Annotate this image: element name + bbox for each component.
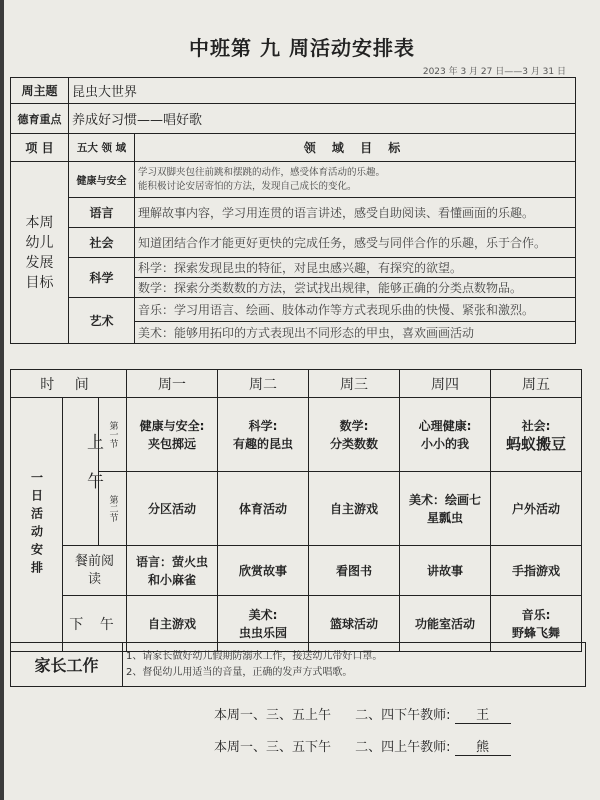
session2-label: 第二节: [107, 495, 118, 522]
domain-name: 科学: [69, 258, 135, 298]
domain-goals-label: 领 域 目 标: [135, 134, 576, 162]
activity-subject: 美术:: [248, 607, 278, 622]
activity-cell: 手指游戏: [490, 546, 581, 596]
theme-label: 周主题: [11, 78, 69, 104]
activity-subject: 自主游戏: [148, 616, 197, 631]
activity-cell: 分区活动: [127, 472, 218, 546]
time-label: 时 间: [11, 370, 127, 398]
activity-topic: 虫虫乐园: [239, 625, 288, 640]
teacher-line: [214, 736, 511, 756]
parent-note: 2、督促幼儿用适当的音量，正确的发声方式唱歌。: [126, 666, 353, 678]
activity-cell: 讲故事: [399, 546, 490, 596]
activity-subject: 功能室活动: [414, 616, 475, 631]
activity-cell: 美术：绘画七星瓢虫: [399, 472, 490, 546]
dev-goals-label: 本周幼儿发展目标: [11, 162, 69, 344]
domain-goal: 美术：能够用拓印的方式表现出不同形态的甲虫，喜欢画画活动: [135, 322, 576, 344]
activity-cell: [218, 398, 309, 472]
activity-topic: 有趣的昆虫: [233, 436, 294, 451]
activity-cell: [399, 398, 490, 472]
date-range: 2023 年 3 月 27 日——3 月 31 日: [422, 67, 566, 77]
activity-cell: 体育活动: [218, 472, 309, 546]
teacher-schedule-2: 二、四下午教师:: [355, 708, 451, 723]
activity-subject: 心理健康:: [418, 418, 472, 433]
activity-cell: 语言：萤火虫和小麻雀: [127, 546, 218, 596]
parent-work-table: [10, 642, 586, 687]
domain-name: 社会: [69, 228, 135, 258]
five-domains-label: 五大 领 域: [69, 134, 135, 162]
premeal-label: 餐前阅读: [63, 546, 127, 596]
project-label: 项 目: [11, 134, 69, 162]
domain-goal: 理解故事内容，学习用连贯的语言讲述，感受自助阅读、看懂画面的乐趣。: [135, 198, 576, 228]
activity-cell: 看图书: [309, 546, 400, 596]
activity-cell: 欣赏故事: [218, 546, 309, 596]
activity-cell: [127, 398, 218, 472]
activity-cell: [309, 398, 400, 472]
page-title: 中班第 九 周活动安排表: [189, 36, 415, 60]
activity-topic: 蚂蚁搬豆: [505, 434, 566, 453]
domain-goal: [135, 162, 576, 198]
teacher-schedule: 本周一、三、五下午: [214, 740, 332, 755]
theme-value: 昆虫大世界: [69, 78, 576, 104]
schedule-table: [10, 369, 582, 652]
teacher-schedule-2: 二、四上午教师:: [355, 740, 451, 755]
domain-name: 艺术: [69, 298, 135, 344]
domain-name: 健康与安全: [69, 162, 135, 198]
day-header: 周五: [490, 370, 581, 398]
activity-subject: 数学:: [339, 418, 369, 433]
activity-subject: 科学:: [248, 418, 278, 433]
activity-cell: 户外活动: [490, 472, 581, 546]
morning-label: 上午: [83, 432, 103, 511]
activity-subject: 社会:: [521, 418, 551, 433]
domain-goal: 知道团结合作才能更好更快的完成任务，感受与同伴合作的乐趣，乐于合作。: [135, 228, 576, 258]
day-header: 周四: [399, 370, 490, 398]
goals-table: [10, 77, 576, 344]
session1-label: 第一节: [107, 421, 118, 448]
parent-work-notes: [123, 643, 586, 687]
teacher-schedule: 本周一、三、五上午: [214, 708, 332, 723]
activity-subject: 篮球活动: [329, 616, 378, 631]
domain-goal-line: 学习双脚夹包往前跳和摆跳的动作，感受体育活动的乐趣。: [138, 166, 386, 178]
day-header: 周一: [127, 370, 218, 398]
teacher-name: 王: [455, 704, 511, 724]
schedule-sheet: [4, 0, 600, 800]
activity-topic: 夹包掷远: [148, 436, 197, 451]
domain-goal: 音乐：学习用语言、绘画、肢体动作等方式表现乐曲的快慢、紧张和激烈。: [135, 298, 576, 322]
parent-work-label: 家长工作: [11, 643, 123, 687]
domain-goal: 科学：探索发现昆虫的特征，对昆虫感兴趣，有探究的欲望。: [135, 258, 576, 278]
afternoon-label: 下 午: [63, 596, 127, 652]
domain-goal: 数学：探索分类数数的方法，尝试找出规律，能够正确的分类点数物品。: [135, 278, 576, 298]
moral-label: 德育重点: [11, 104, 69, 134]
activity-topic: 小小的我: [420, 436, 469, 451]
activity-cell: 自主游戏: [309, 472, 400, 546]
domain-name: 语言: [69, 198, 135, 228]
teacher-name: 熊: [455, 736, 511, 756]
parent-note: 1、请家长做好幼儿假期防溺水工作，接送幼儿带好口罩。: [126, 650, 383, 662]
activity-topic: 野蜂飞舞: [511, 625, 560, 640]
activity-subject: 健康与安全:: [139, 418, 205, 433]
day-header: 周二: [218, 370, 309, 398]
moral-value: 养成好习惯——唱好歌: [69, 104, 576, 134]
activity-cell: [490, 398, 581, 472]
activity-subject: 音乐:: [521, 607, 551, 622]
domain-goal-line: 能积极讨论安居寄怕的方法，发现自己成长的变化。: [138, 180, 357, 192]
teacher-line: [214, 704, 511, 724]
daily-schedule-label: 一日活动安排: [29, 470, 44, 579]
day-header: 周三: [309, 370, 400, 398]
activity-topic: 分类数数: [329, 436, 378, 451]
